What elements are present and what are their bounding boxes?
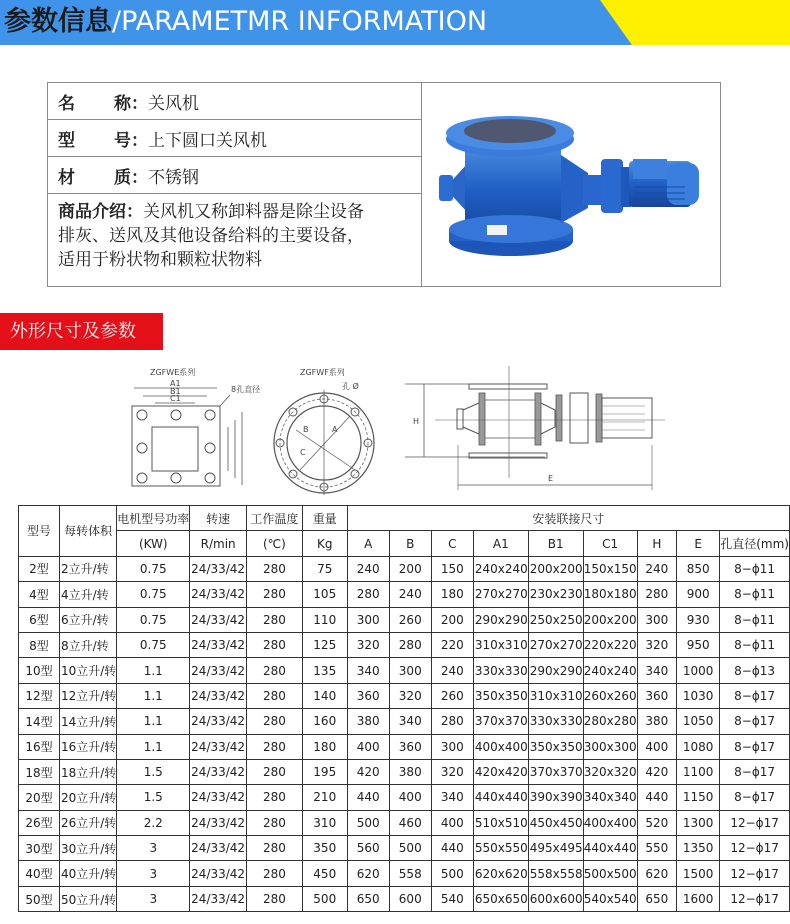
table-cell: 220 bbox=[431, 632, 473, 657]
table-cell: 1300 bbox=[677, 810, 720, 835]
th-temp-unit: (℃) bbox=[246, 531, 302, 556]
table-cell: 370x370 bbox=[473, 709, 528, 734]
th-a1: A1 bbox=[473, 531, 528, 556]
table-cell: 350x350 bbox=[528, 734, 583, 759]
drawing-side-view bbox=[395, 360, 675, 495]
table-cell: 20立升/转 bbox=[59, 785, 116, 810]
th-weight-unit: Kg bbox=[302, 531, 347, 556]
name-value: 关风机 bbox=[148, 93, 199, 114]
page-title-cn: 参数信息 bbox=[4, 6, 112, 37]
table-cell: 500 bbox=[431, 861, 473, 886]
table-cell: 520 bbox=[637, 810, 676, 835]
table-cell: 180x180 bbox=[583, 582, 637, 607]
table-cell: 440x440 bbox=[473, 785, 528, 810]
table-cell: 390x390 bbox=[528, 785, 583, 810]
table-cell: 320x320 bbox=[583, 759, 637, 784]
product-info-box bbox=[47, 82, 721, 287]
table-cell: 360 bbox=[637, 683, 676, 708]
table-cell: 330x330 bbox=[528, 709, 583, 734]
table-cell: 24/33/42 bbox=[190, 886, 247, 911]
table-cell: 280 bbox=[246, 810, 302, 835]
table-cell: 280x280 bbox=[583, 709, 637, 734]
th-model: 型号 bbox=[19, 506, 60, 557]
section-title: 外形尺寸及参数 bbox=[0, 313, 163, 350]
table-cell: 558x558 bbox=[528, 861, 583, 886]
name-label-2: 称： bbox=[114, 93, 148, 114]
table-cell: 12立升/转 bbox=[59, 683, 116, 708]
zgfwf-title: ZGFWF系列 bbox=[300, 368, 345, 377]
table-row bbox=[19, 556, 790, 581]
table-cell: 620 bbox=[637, 861, 676, 886]
table-cell: 350x350 bbox=[473, 683, 528, 708]
page-title-en: PARAMETMR INFORMATION bbox=[121, 6, 488, 37]
table-cell: 8−ϕ17 bbox=[720, 683, 790, 708]
th-b1: B1 bbox=[528, 531, 583, 556]
th-e: E bbox=[677, 531, 720, 556]
table-cell: 300 bbox=[431, 734, 473, 759]
table-cell: 270x270 bbox=[528, 632, 583, 657]
table-body bbox=[19, 556, 790, 911]
table-cell: 12−ϕ17 bbox=[720, 810, 790, 835]
th-speed: 转速 bbox=[190, 506, 247, 531]
table-cell: 340x340 bbox=[583, 785, 637, 810]
drawing-zgfwf bbox=[270, 360, 390, 495]
table-cell: 450 bbox=[302, 861, 347, 886]
table-cell: 310x310 bbox=[528, 683, 583, 708]
table-cell: 320 bbox=[347, 632, 389, 657]
table-cell: 320 bbox=[431, 759, 473, 784]
table-cell: 220x220 bbox=[583, 632, 637, 657]
table-cell: 1500 bbox=[677, 861, 720, 886]
table-cell: 8−ϕ11 bbox=[720, 607, 790, 632]
table-cell: 850 bbox=[677, 556, 720, 581]
table-cell: 8立升/转 bbox=[59, 632, 116, 657]
table-cell: 620x620 bbox=[473, 861, 528, 886]
table-cell: 2立升/转 bbox=[59, 556, 116, 581]
table-row bbox=[19, 886, 790, 911]
table-cell: 0.75 bbox=[117, 556, 190, 581]
table-cell: 260 bbox=[431, 683, 473, 708]
table-cell: 24/33/42 bbox=[190, 683, 247, 708]
zgfwe-title: ZGFWE系列 bbox=[150, 368, 196, 377]
table-cell: 500 bbox=[347, 810, 389, 835]
table-cell: 300x300 bbox=[583, 734, 637, 759]
table-cell: 370x370 bbox=[528, 759, 583, 784]
intro-text-1: 关风机又称卸料器是除尘设备 bbox=[143, 202, 364, 222]
table-cell: 18立升/转 bbox=[59, 759, 116, 784]
table-row bbox=[19, 683, 790, 708]
zgfwe-c1-label: C1 bbox=[170, 394, 181, 403]
table-cell: 180 bbox=[302, 734, 347, 759]
table-cell: 280 bbox=[246, 632, 302, 657]
table-cell: 500 bbox=[302, 886, 347, 911]
table-cell: 558 bbox=[389, 861, 431, 886]
table-cell: 8−ϕ17 bbox=[720, 709, 790, 734]
table-cell: 270x270 bbox=[473, 582, 528, 607]
page-title-separator: / bbox=[112, 6, 122, 37]
table-cell: 280 bbox=[246, 658, 302, 683]
name-label-1: 名 bbox=[58, 93, 75, 114]
header-banner bbox=[0, 0, 790, 45]
table-cell: 620 bbox=[347, 861, 389, 886]
table-cell: 24/33/42 bbox=[190, 709, 247, 734]
table-cell: 40型 bbox=[19, 861, 60, 886]
table-cell: 540x540 bbox=[583, 886, 637, 911]
table-row bbox=[19, 785, 790, 810]
th-volume: 每转体积 bbox=[59, 506, 116, 557]
table-cell: 420 bbox=[637, 759, 676, 784]
table-cell: 280 bbox=[246, 785, 302, 810]
table-cell: 12−ϕ17 bbox=[720, 836, 790, 861]
zgfwe-b1-label: B1 bbox=[170, 387, 181, 396]
table-cell: 380 bbox=[347, 709, 389, 734]
table-cell: 280 bbox=[246, 759, 302, 784]
table-row bbox=[19, 734, 790, 759]
table-cell: 8−ϕ17 bbox=[720, 759, 790, 784]
table-cell: 240x240 bbox=[583, 658, 637, 683]
table-cell: 280 bbox=[246, 683, 302, 708]
table-cell: 650 bbox=[347, 886, 389, 911]
table-cell: 8−ϕ11 bbox=[720, 556, 790, 581]
table-cell: 460 bbox=[389, 810, 431, 835]
table-row bbox=[19, 632, 790, 657]
table-cell: 400 bbox=[431, 810, 473, 835]
table-cell: 340 bbox=[347, 658, 389, 683]
table-cell: 280 bbox=[246, 861, 302, 886]
th-hole: 孔直径(mm) bbox=[720, 531, 790, 556]
table-cell: 24/33/42 bbox=[190, 607, 247, 632]
table-cell: 150x150 bbox=[583, 556, 637, 581]
th-b: B bbox=[389, 531, 431, 556]
table-cell: 3 bbox=[117, 886, 190, 911]
table-cell: 12型 bbox=[19, 683, 60, 708]
table-cell: 440 bbox=[347, 785, 389, 810]
table-cell: 300 bbox=[389, 658, 431, 683]
table-cell: 650x650 bbox=[473, 886, 528, 911]
table-cell: 400x400 bbox=[473, 734, 528, 759]
table-cell: 24/33/42 bbox=[190, 632, 247, 657]
table-cell: 160 bbox=[302, 709, 347, 734]
th-a: A bbox=[347, 531, 389, 556]
table-cell: 280 bbox=[246, 734, 302, 759]
table-cell: 8型 bbox=[19, 632, 60, 657]
table-cell: 280 bbox=[246, 709, 302, 734]
table-row bbox=[19, 709, 790, 734]
drawing-zgfwe bbox=[120, 360, 270, 495]
table-cell: 1030 bbox=[677, 683, 720, 708]
th-speed-unit: R/min bbox=[190, 531, 247, 556]
table-row bbox=[19, 658, 790, 683]
table-cell: 24/33/42 bbox=[190, 734, 247, 759]
table-cell: 1.5 bbox=[117, 785, 190, 810]
info-row-name bbox=[48, 83, 421, 120]
table-cell: 10型 bbox=[19, 658, 60, 683]
table-cell: 24/33/42 bbox=[190, 836, 247, 861]
table-cell: 135 bbox=[302, 658, 347, 683]
table-cell: 6立升/转 bbox=[59, 607, 116, 632]
table-cell: 440 bbox=[431, 836, 473, 861]
zgfwe-a1-label: A1 bbox=[170, 379, 181, 388]
table-cell: 280 bbox=[246, 556, 302, 581]
table-cell: 280 bbox=[246, 607, 302, 632]
table-cell: 240 bbox=[347, 556, 389, 581]
table-cell: 420x420 bbox=[473, 759, 528, 784]
table-cell: 10立升/转 bbox=[59, 658, 116, 683]
table-cell: 900 bbox=[677, 582, 720, 607]
table-cell: 125 bbox=[302, 632, 347, 657]
model-value: 上下圆口关风机 bbox=[148, 130, 267, 151]
table-cell: 300 bbox=[637, 607, 676, 632]
table-cell: 24/33/42 bbox=[190, 556, 247, 581]
table-cell: 560 bbox=[347, 836, 389, 861]
table-cell: 360 bbox=[347, 683, 389, 708]
th-motor-unit: (KW) bbox=[117, 531, 190, 556]
table-cell: 450x450 bbox=[528, 810, 583, 835]
table-cell: 280 bbox=[637, 582, 676, 607]
table-cell: 1.1 bbox=[117, 683, 190, 708]
table-cell: 16立升/转 bbox=[59, 734, 116, 759]
table-cell: 260x260 bbox=[583, 683, 637, 708]
table-cell: 8−ϕ17 bbox=[720, 785, 790, 810]
table-cell: 1050 bbox=[677, 709, 720, 734]
table-cell: 320 bbox=[637, 632, 676, 657]
table-cell: 400 bbox=[389, 785, 431, 810]
zgfwf-hole-label: 孔 Ø bbox=[342, 382, 359, 391]
table-cell: 510x510 bbox=[473, 810, 528, 835]
table-cell: 340 bbox=[431, 785, 473, 810]
model-label-2: 号： bbox=[114, 130, 148, 151]
table-cell: 8−ϕ11 bbox=[720, 582, 790, 607]
table-cell: 8−ϕ11 bbox=[720, 632, 790, 657]
th-install: 安装联接尺寸 bbox=[347, 506, 789, 531]
table-cell: 400 bbox=[637, 734, 676, 759]
table-row bbox=[19, 810, 790, 835]
table-cell: 4型 bbox=[19, 582, 60, 607]
table-cell: 210 bbox=[302, 785, 347, 810]
table-cell: 3 bbox=[117, 861, 190, 886]
table-cell: 540 bbox=[431, 886, 473, 911]
table-cell: 14型 bbox=[19, 709, 60, 734]
product-photo bbox=[423, 83, 720, 286]
info-row-material bbox=[48, 157, 421, 194]
table-row bbox=[19, 836, 790, 861]
table-cell: 250x250 bbox=[528, 607, 583, 632]
page-title bbox=[4, 3, 487, 41]
material-label-1: 材 bbox=[58, 167, 75, 188]
table-cell: 30立升/转 bbox=[59, 836, 116, 861]
table-cell: 310x310 bbox=[473, 632, 528, 657]
table-cell: 650 bbox=[637, 886, 676, 911]
spec-table bbox=[18, 505, 790, 912]
table-row bbox=[19, 607, 790, 632]
material-value: 不锈钢 bbox=[148, 167, 199, 188]
zgfwe-hole-note: 8孔直径 bbox=[231, 385, 261, 394]
table-cell: 350 bbox=[302, 836, 347, 861]
table-cell: 1.1 bbox=[117, 709, 190, 734]
table-cell: 495x495 bbox=[528, 836, 583, 861]
table-cell: 0.75 bbox=[117, 632, 190, 657]
table-cell: 1600 bbox=[677, 886, 720, 911]
table-cell: 280 bbox=[347, 582, 389, 607]
table-cell: 8−ϕ17 bbox=[720, 734, 790, 759]
table-cell: 0.75 bbox=[117, 582, 190, 607]
table-cell: 380 bbox=[637, 709, 676, 734]
table-cell: 550x550 bbox=[473, 836, 528, 861]
table-cell: 1.1 bbox=[117, 734, 190, 759]
table-cell: 1350 bbox=[677, 836, 720, 861]
table-cell: 50型 bbox=[19, 886, 60, 911]
table-cell: 0.75 bbox=[117, 607, 190, 632]
th-weight: 重量 bbox=[302, 506, 347, 531]
table-cell: 50立升/转 bbox=[59, 886, 116, 911]
table-cell: 26型 bbox=[19, 810, 60, 835]
table-row bbox=[19, 582, 790, 607]
table-cell: 2.2 bbox=[117, 810, 190, 835]
table-cell: 240 bbox=[389, 582, 431, 607]
table-cell: 380 bbox=[389, 759, 431, 784]
product-info-rows bbox=[48, 83, 422, 286]
table-cell: 24/33/42 bbox=[190, 785, 247, 810]
table-cell: 500x500 bbox=[583, 861, 637, 886]
table-cell: 1.5 bbox=[117, 759, 190, 784]
table-cell: 30型 bbox=[19, 836, 60, 861]
table-row bbox=[19, 861, 790, 886]
table-cell: 240 bbox=[637, 556, 676, 581]
side-h-label: H bbox=[413, 417, 420, 426]
table-cell: 950 bbox=[677, 632, 720, 657]
th-temp: 工作温度 bbox=[246, 506, 302, 531]
table-cell: 280 bbox=[246, 886, 302, 911]
intro-label: 商品介绍： bbox=[58, 202, 143, 222]
table-cell: 280 bbox=[246, 582, 302, 607]
table-cell: 24/33/42 bbox=[190, 582, 247, 607]
table-cell: 1080 bbox=[677, 734, 720, 759]
table-cell: 550 bbox=[637, 836, 676, 861]
table-cell: 24/33/42 bbox=[190, 759, 247, 784]
table-cell: 600x600 bbox=[528, 886, 583, 911]
table-cell: 340 bbox=[389, 709, 431, 734]
th-h: H bbox=[637, 531, 676, 556]
table-cell: 75 bbox=[302, 556, 347, 581]
table-cell: 420 bbox=[347, 759, 389, 784]
table-cell: 310 bbox=[302, 810, 347, 835]
intro-text-3: 适用于粉状物和颗粒状物料 bbox=[58, 250, 262, 270]
model-label-1: 型 bbox=[58, 130, 75, 151]
table-cell: 440x440 bbox=[583, 836, 637, 861]
table-cell: 230x230 bbox=[528, 582, 583, 607]
table-cell: 260 bbox=[389, 607, 431, 632]
table-header-row-1 bbox=[19, 506, 790, 531]
table-cell: 16型 bbox=[19, 734, 60, 759]
intro-text-2: 排灰、送风及其他设备给料的主要设备， bbox=[58, 226, 364, 246]
zgfwf-b-label: B bbox=[303, 425, 309, 434]
table-cell: 400x400 bbox=[583, 810, 637, 835]
table-cell: 200 bbox=[389, 556, 431, 581]
zgfwf-a-label: A bbox=[332, 425, 338, 434]
table-cell: 300 bbox=[347, 607, 389, 632]
table-cell: 440 bbox=[637, 785, 676, 810]
table-cell: 280 bbox=[431, 709, 473, 734]
table-cell: 105 bbox=[302, 582, 347, 607]
table-cell: 280 bbox=[389, 632, 431, 657]
table-cell: 24/33/42 bbox=[190, 658, 247, 683]
material-label-2: 质： bbox=[114, 167, 148, 188]
table-cell: 14立升/转 bbox=[59, 709, 116, 734]
th-c: C bbox=[431, 531, 473, 556]
table-cell: 110 bbox=[302, 607, 347, 632]
table-cell: 400 bbox=[347, 734, 389, 759]
info-row-model bbox=[48, 120, 421, 157]
table-cell: 140 bbox=[302, 683, 347, 708]
table-cell: 330x330 bbox=[473, 658, 528, 683]
table-cell: 280 bbox=[246, 836, 302, 861]
table-cell: 290x290 bbox=[528, 658, 583, 683]
table-cell: 12−ϕ17 bbox=[720, 886, 790, 911]
table-cell: 180 bbox=[431, 582, 473, 607]
product-intro bbox=[48, 194, 421, 272]
table-cell: 1150 bbox=[677, 785, 720, 810]
table-cell: 500 bbox=[389, 836, 431, 861]
zgfwf-c-label: C bbox=[300, 448, 306, 457]
table-cell: 1.1 bbox=[117, 658, 190, 683]
table-cell: 320 bbox=[389, 683, 431, 708]
table-cell: 600 bbox=[389, 886, 431, 911]
table-row bbox=[19, 759, 790, 784]
table-cell: 1000 bbox=[677, 658, 720, 683]
th-motor: 电机型号功率 bbox=[117, 506, 190, 531]
table-cell: 195 bbox=[302, 759, 347, 784]
table-cell: 6型 bbox=[19, 607, 60, 632]
table-cell: 200x200 bbox=[528, 556, 583, 581]
table-cell: 240x240 bbox=[473, 556, 528, 581]
table-cell: 150 bbox=[431, 556, 473, 581]
table-cell: 24/33/42 bbox=[190, 810, 247, 835]
table-cell: 290x290 bbox=[473, 607, 528, 632]
table-cell: 12−ϕ17 bbox=[720, 861, 790, 886]
table-cell: 4立升/转 bbox=[59, 582, 116, 607]
table-cell: 8−ϕ13 bbox=[720, 658, 790, 683]
table-cell: 26立升/转 bbox=[59, 810, 116, 835]
table-header-row-2 bbox=[19, 531, 790, 556]
table-cell: 2型 bbox=[19, 556, 60, 581]
table-cell: 240 bbox=[431, 658, 473, 683]
table-cell: 200x200 bbox=[583, 607, 637, 632]
table-cell: 200 bbox=[431, 607, 473, 632]
table-cell: 930 bbox=[677, 607, 720, 632]
table-cell: 40立升/转 bbox=[59, 861, 116, 886]
table-cell: 3 bbox=[117, 836, 190, 861]
side-e-label: E bbox=[548, 474, 554, 483]
table-cell: 24/33/42 bbox=[190, 861, 247, 886]
table-cell: 360 bbox=[389, 734, 431, 759]
table-cell: 20型 bbox=[19, 785, 60, 810]
th-c1: C1 bbox=[583, 531, 637, 556]
table-cell: 18型 bbox=[19, 759, 60, 784]
table-cell: 340 bbox=[637, 658, 676, 683]
table-cell: 1100 bbox=[677, 759, 720, 784]
